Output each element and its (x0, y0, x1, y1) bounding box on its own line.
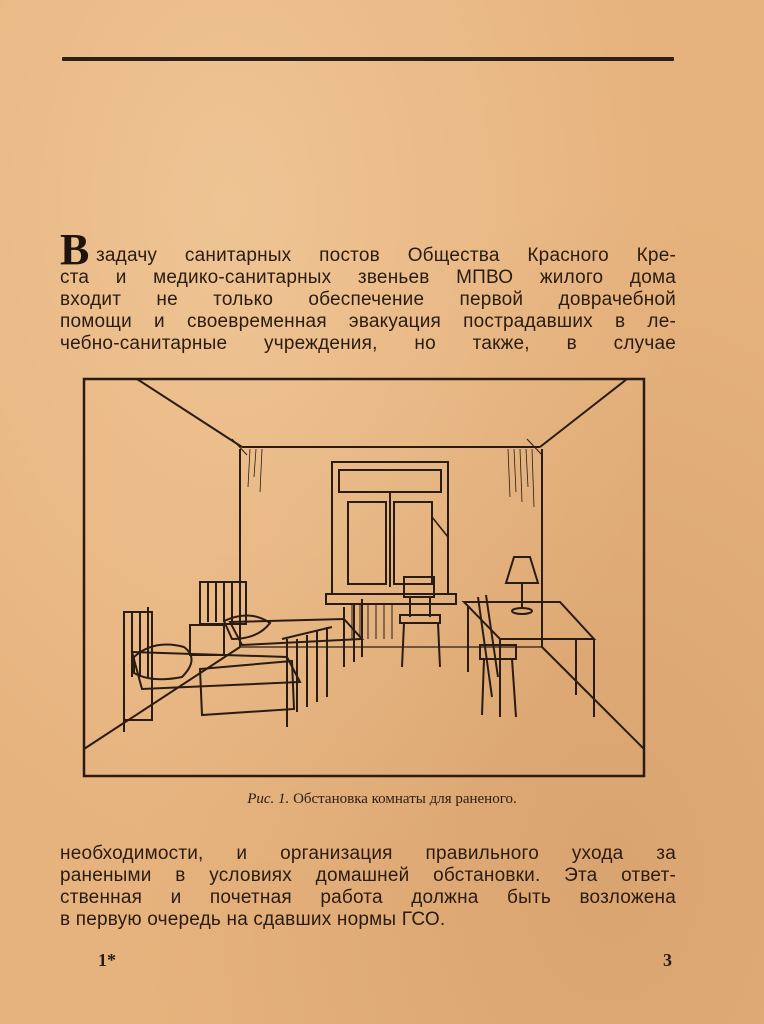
text-line: чебно-санитарные учреждения, но также, в случае (60, 333, 676, 354)
text-line: в первую очередь на сдавших нормы ГСО. (60, 909, 446, 930)
page-number: 3 (663, 950, 672, 970)
signature-mark: 1* (98, 950, 116, 970)
text-line: входит не только обеспечение первой доврачебной (60, 289, 676, 310)
caption-label: Рис. 1. (247, 791, 290, 807)
paragraph-1 (60, 245, 676, 355)
text-line: ранеными в условиях домашней обстановки. Эта ответ- (60, 865, 676, 886)
text-line: помощи и своевременная эвакуация пострадавших в ле- (60, 311, 676, 332)
room-illustration (82, 377, 648, 781)
figure-caption (0, 791, 764, 808)
drop-cap: В (60, 225, 90, 274)
paragraph-2 (60, 843, 676, 931)
text-line: ственная и почетная работа должна быть возложена (60, 887, 676, 908)
text-line: необходимости, и организация правильного ухода за (60, 843, 676, 864)
caption-text: Обстановка комнаты для раненого. (293, 791, 517, 807)
text-line: ста и медико-санитарных звеньев МПВО жилого дома (60, 267, 676, 288)
text-line: задачу санитарных постов Общества Красного Кре- (96, 245, 676, 266)
header-rule (62, 57, 674, 61)
